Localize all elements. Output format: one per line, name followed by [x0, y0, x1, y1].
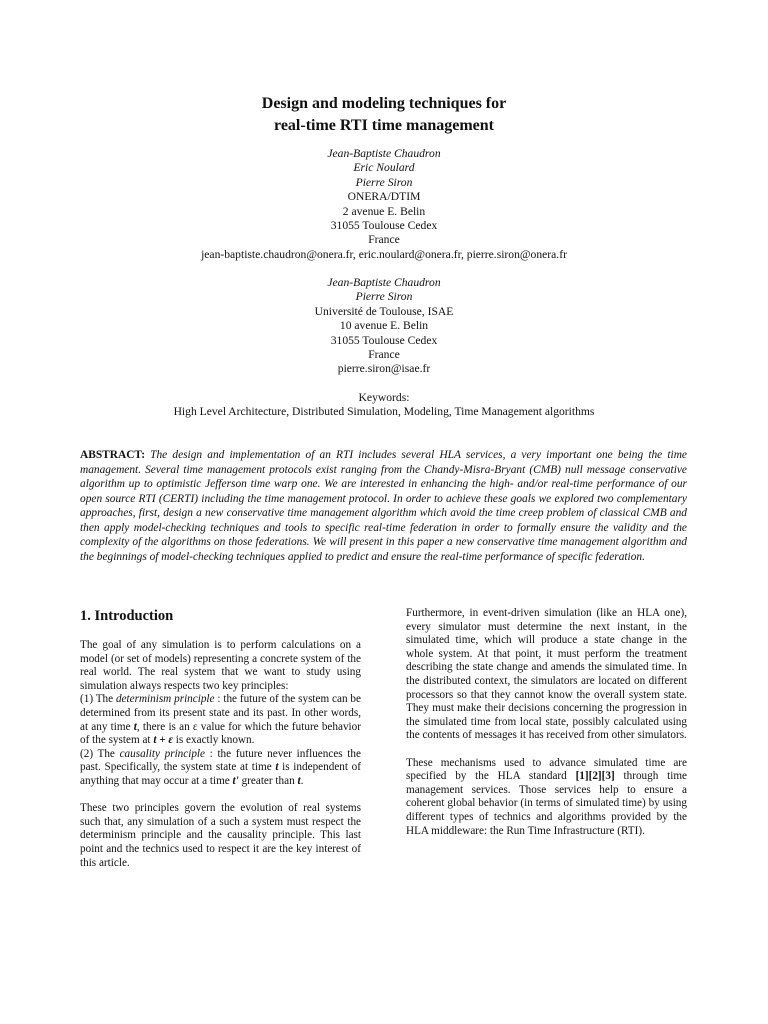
right-column: [406, 607, 687, 838]
keywords-label: Keywords:: [358, 391, 410, 404]
affiliation-block-1: [0, 147, 768, 262]
organization: ONERA/DTIM: [347, 190, 421, 204]
author-name: Pierre Siron: [355, 175, 413, 189]
city: 31055 Toulouse Cedex: [330, 333, 438, 347]
paper-title: [0, 93, 768, 137]
paragraph: These two principles govern the evolution of real systems such that, any simulation of a such a system must respect the determinism principle and the causality principle. This last point and the technics used to respect it are the key interest of this article.: [80, 802, 361, 869]
paragraph: (1) The determinism principle : the future of the system can be determined from its present state and its past. In other words, at any time t, there is an ε value for which the future behavior of the system at t + ε is exactly known.: [80, 693, 361, 747]
street-address: 10 avenue E. Belin: [339, 319, 429, 333]
street-address: 2 avenue E. Belin: [342, 204, 426, 218]
keywords-block: [0, 391, 768, 420]
title-line-1: Design and modeling techniques for: [261, 95, 507, 112]
country: France: [368, 233, 400, 247]
author-name: Jean-Baptiste Chaudron: [327, 276, 441, 289]
title-line-2: real-time RTI time management: [274, 117, 494, 134]
city: 31055 Toulouse Cedex: [330, 219, 438, 233]
paragraph: (2) The causality principle : the future never influences the past. Specifically, the system state at time t is independent of anything that may occur at a time t' greater than t.: [80, 747, 361, 787]
author-name: Pierre Siron: [355, 290, 413, 304]
paragraph: Furthermore, in event-driven simulation (like an HLA one), every simulator must determine the next instant, in the simulated time, which will produce a state change in the whole system. At that point, it must perform the treatment describing the state change and amends the simulated time. In the distributed context, the simulators are located on different processors so that they cannot know the overall system state. They must make their decisions concerning the progression in the simulated time from local state, possibly calculated using the contents of messages it has received from other simulators.: [406, 607, 687, 742]
section-heading: 1. Introduction: [80, 608, 174, 624]
left-column: [80, 607, 361, 870]
country: France: [368, 348, 400, 362]
email-list: jean-baptiste.chaudron@onera.fr, eric.noulard@onera.fr, pierre.siron@onera.fr: [201, 247, 567, 261]
paragraph: These mechanisms used to advance simulated time are specified by the HLA standard [1][2][3] through time management services. Those services help to ensure a coherent global behavior (in terms of simulated time) by using different types of technics and algorithms provided by the HLA middleware: the Run Time Infrastructure (RTI).: [406, 756, 688, 837]
abstract-text: The design and implementation of an RTI includes several HLA services, a very important one being the time management. Several time management protocols exist ranging from the Chandy-Misra-Bryant (CMB) null message conservative algorithm up to optimistic Jefferson time warp one. We are interested in enhancing the high- and/or real-time performance of our open source RTI (CERTI) including the time management protocol. In order to achieve these goals we explored two complementary approaches, first, design a new conservative time management algorithm which avoid the time creep problem of classical CMB and then apply model-checking techniques and tools to specific real-time federation in order to formally ensure the validity and the complexity of the algorithms on those federations. We will present in this paper a new conservative time management algorithm and the beginnings of model-checking techniques applied to predict and ensure the real-time performance of specific federation.: [80, 449, 687, 563]
author-name: Eric Noulard: [353, 161, 415, 175]
keywords-text: High Level Architecture, Distributed Simulation, Modeling, Time Management algorithms: [173, 405, 595, 419]
reference-citations: [1][2][3]: [575, 770, 615, 783]
abstract-label: ABSTRACT: [80, 449, 142, 461]
author-name: Jean-Baptiste Chaudron: [327, 147, 441, 160]
email: pierre.siron@isae.fr: [337, 362, 431, 376]
term: causality principle: [119, 747, 206, 760]
term: determinism principle: [115, 693, 215, 706]
abstract: ABSTRACT: The design and implementation of an RTI includes several HLA services, a very important one being the time management. Several time management protocols exist ranging from the Chandy-Misra-Bryant (CMB) null message conservative algorithm up to optimistic Jefferson time warp one. We are interested in enhancing the high- and/or real-time performance of our open source RTI (CERTI) including the time management protocol. In order to achieve these goals we explored two complementary approaches, first, design a new conservative time management algorithm which avoid the time creep problem of classical CMB and then apply model-checking techniques and tools to specific real-time federation in order to formally ensure the validity and the complexity of the algorithms on those federations. We will present in this paper a new conservative time management algorithm and the beginnings of model-checking techniques applied to predict and ensure the real-time performance of specific federation.: [80, 449, 687, 563]
affiliation-block-2: [0, 276, 768, 377]
organization: Université de Toulouse, ISAE: [314, 304, 454, 318]
paragraph: The goal of any simulation is to perform calculations on a model (or set of models) representing a concrete system of the real world. The real system that we want to study using simulation always respects two key principles:: [80, 639, 361, 692]
